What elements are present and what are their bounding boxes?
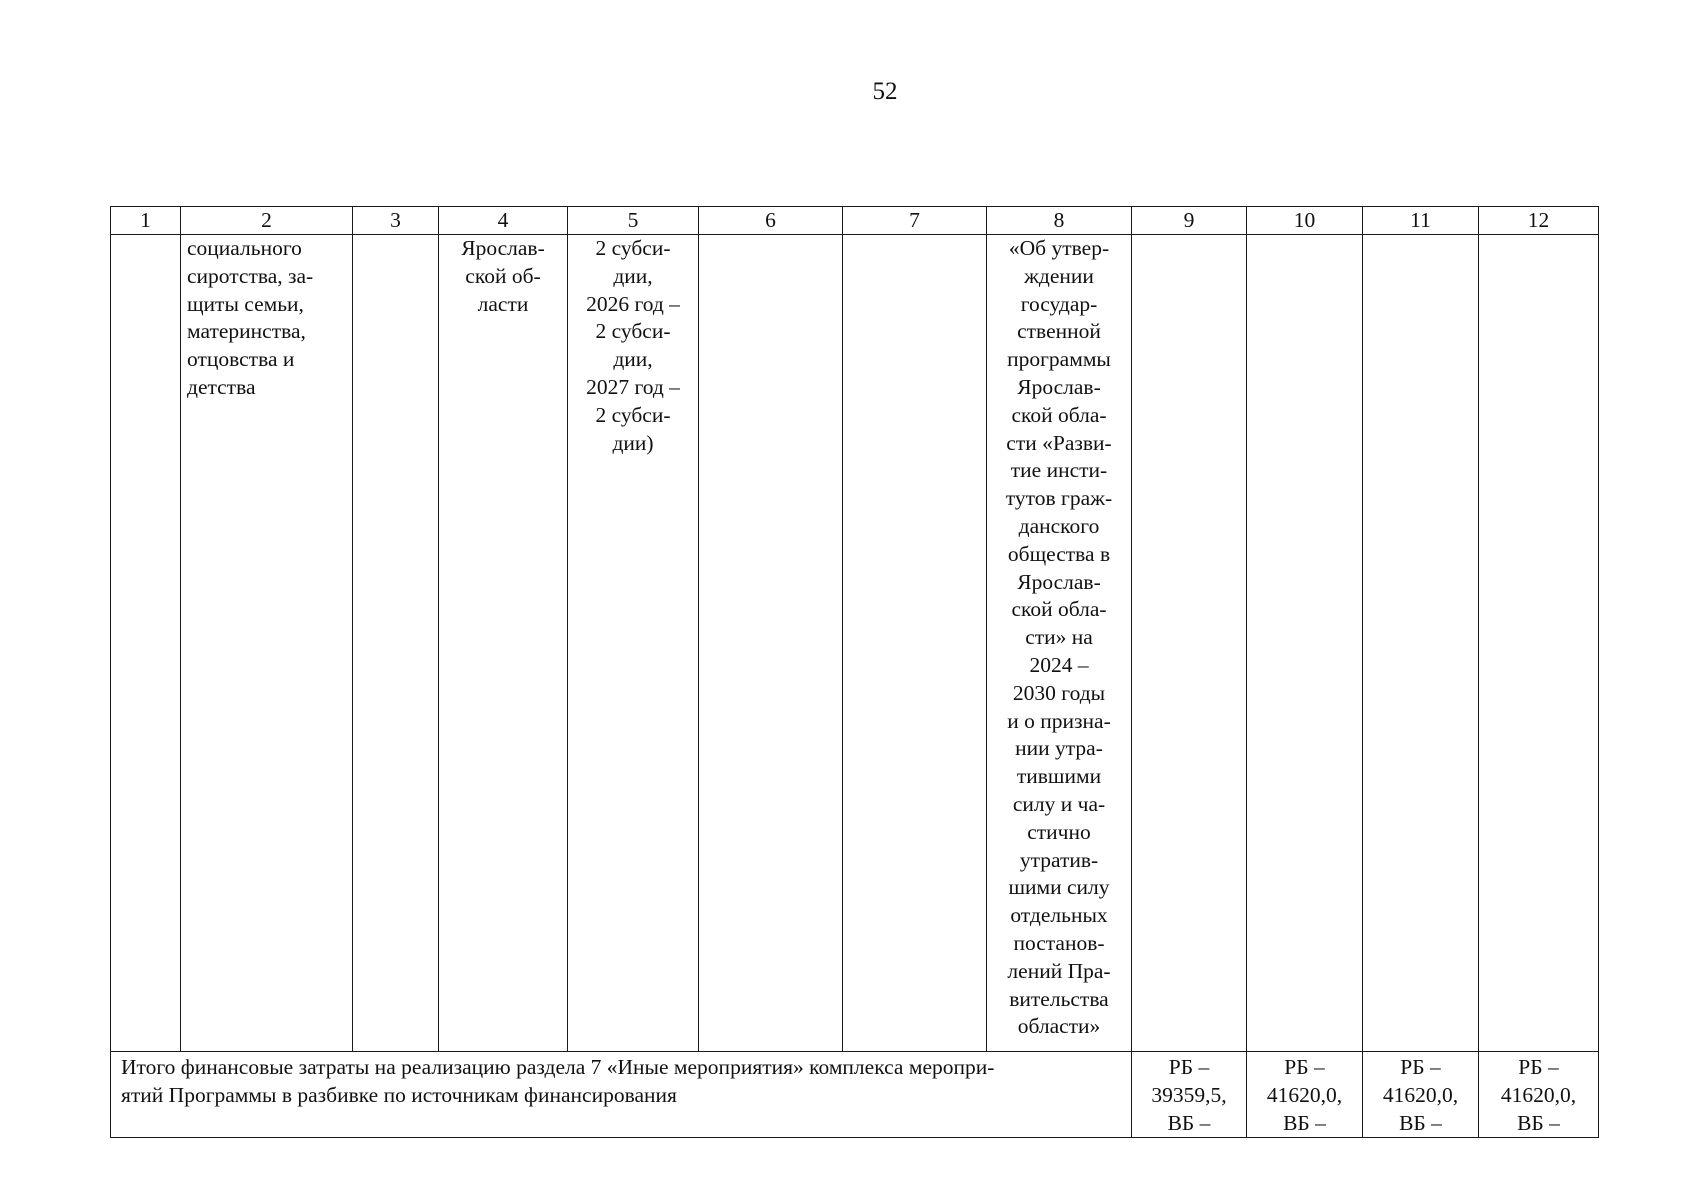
table-cell xyxy=(987,235,1132,1052)
column-number: 9 xyxy=(1132,207,1247,235)
total-label-cell xyxy=(111,1052,1132,1138)
column-number: 1 xyxy=(111,207,181,235)
table-cell xyxy=(353,235,439,1052)
column-number: 7 xyxy=(843,207,987,235)
region-text: Ярослав- ской об- ласти xyxy=(461,236,545,316)
table-cell xyxy=(843,235,987,1052)
total-value-cell xyxy=(1132,1052,1247,1138)
table-cell xyxy=(181,235,353,1052)
total-value: РБ – 41620,0, ВБ – xyxy=(1500,1055,1577,1135)
budget-table xyxy=(110,206,1599,1138)
total-value: РБ – 41620,0, ВБ – xyxy=(1266,1055,1343,1135)
column-number: 5 xyxy=(568,207,699,235)
subsidies-text: 2 субси- дии, 2026 год – 2 субси- дии, 2027 год – 2 субси- дии) xyxy=(586,236,680,455)
table-cell xyxy=(439,235,568,1052)
total-value-cell xyxy=(1363,1052,1479,1138)
column-number: 3 xyxy=(353,207,439,235)
table-cell xyxy=(568,235,699,1052)
table-cell xyxy=(699,235,843,1052)
column-number: 12 xyxy=(1479,207,1599,235)
table-cell xyxy=(1247,235,1363,1052)
column-number-row xyxy=(111,207,1599,235)
table-cell xyxy=(111,235,181,1052)
resolution-text: «Об утвер- ждении государ- ственной программы Ярослав- ской обла- сти «Разви- тие инсти- тутов граж- данского общества в Ярослав- ской обла- сти» на 2024 – 2030 годы и о призна- нии утра- тившими силу и ча- стично утратив- шими силу отдельных постанов- лений Пра- вительства области» xyxy=(1005,236,1113,1039)
total-value: РБ – 41620,0, ВБ – xyxy=(1382,1055,1459,1135)
column-number: 11 xyxy=(1363,207,1479,235)
total-value-cell xyxy=(1479,1052,1599,1138)
column-number: 10 xyxy=(1247,207,1363,235)
table-row xyxy=(111,235,1599,1052)
table-cell xyxy=(1479,235,1599,1052)
total-value-cell xyxy=(1247,1052,1363,1138)
total-label: Итого финансовые затраты на реализацию раздела 7 «Иные мероприятия» комплекса меропри- ятий Программы в разбивке по источникам финансирования xyxy=(121,1055,995,1107)
table-cell xyxy=(1363,235,1479,1052)
table-cell xyxy=(1132,235,1247,1052)
goal-text: социального сиротства, за- щиты семьи, материнства, отцовства и детства xyxy=(187,236,314,399)
page-number: 52 xyxy=(872,78,898,105)
column-number: 2 xyxy=(181,207,353,235)
column-number: 4 xyxy=(439,207,568,235)
column-number: 8 xyxy=(987,207,1132,235)
total-value: РБ – 39359,5, ВБ – xyxy=(1151,1055,1227,1135)
column-number: 6 xyxy=(699,207,843,235)
total-row xyxy=(111,1052,1599,1138)
